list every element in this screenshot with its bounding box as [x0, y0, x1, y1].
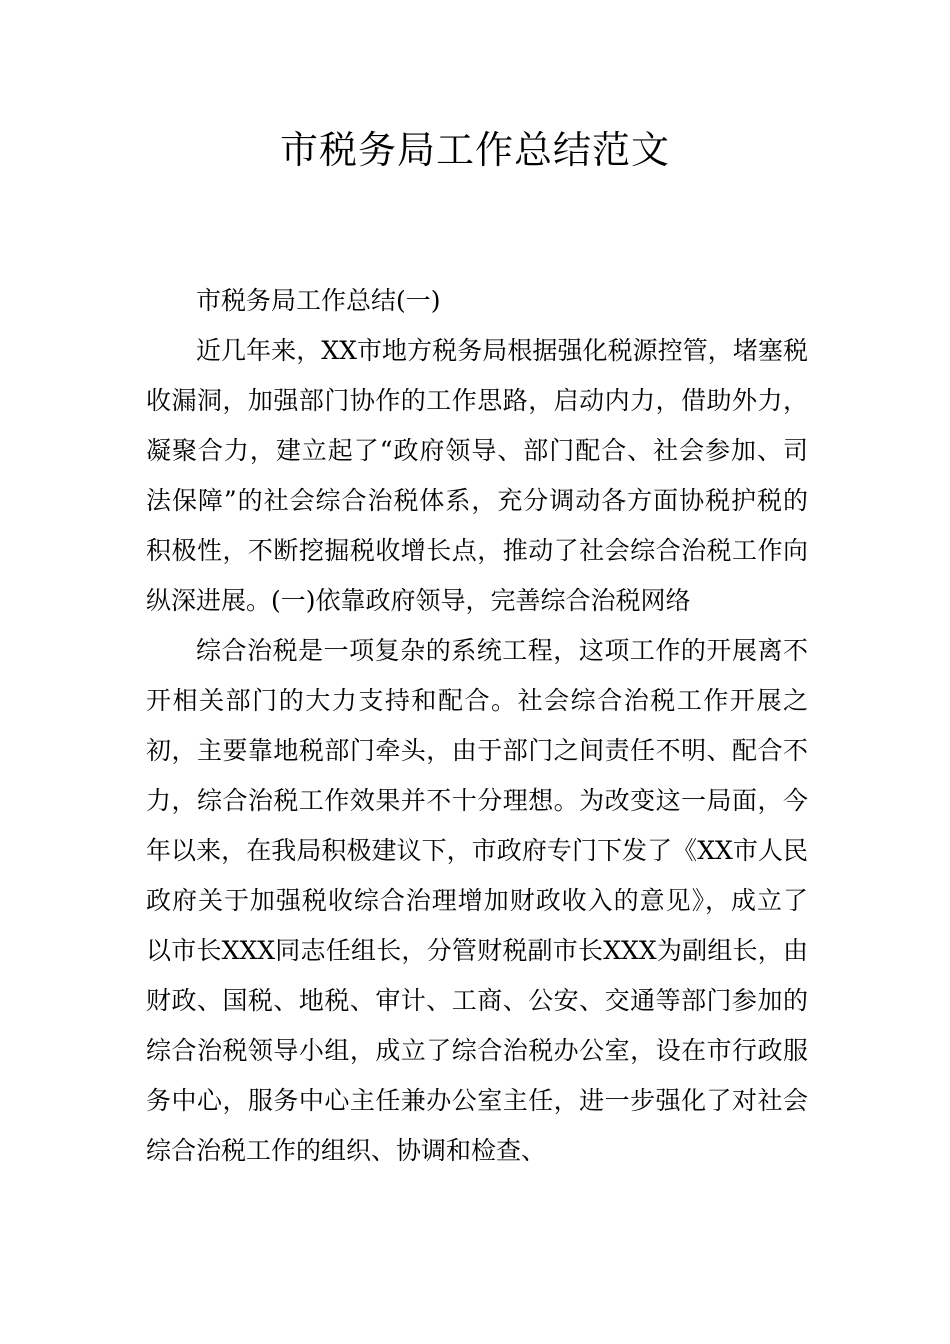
paragraph: 近几年来，XX市地方税务局根据强化税源控管，堵塞税收漏洞，加强部门协作的工作思路，启动内力，借助外力，凝聚合力，建立起了“政府领导、部门配合、社会参加、司法保障”的社会综合治税体系，充分调动各方面协税护税的积极性，不断挖掘税收增长点，推动了社会综合治税工作向纵深进展。(一)依靠政府领导，完善综合治税网络: [146, 336, 808, 615]
section-heading: 市税务局工作总结(一): [196, 286, 441, 315]
document-title: 市税务局工作总结范文: [279, 128, 670, 172]
paragraph: 综合治税是一项复杂的系统工程，这项工作的开展离不开相关部门的大力支持和配合。社会综合治税工作开展之初，主要靠地税部门牵头，由于部门之间责任不明、配合不力，综合治税工作效果并不十分理想。为改变这一局面，今年以来，在我局积极建议下，市政府专门下发了《XX市人民政府关于加强税收综合治理增加财政收入的意见》，成立了以市长XXX同志任组长，分管财税副市长XXX为副组长，由财政、国税、地税、审计、工商、公安、交通等部门参加的综合治税领导小组，成立了综合治税办公室，设在市行政服务中心，服务中心主任兼办公室主任，进一步强化了对社会综合治税工作的组织、协调和检查、: [146, 636, 808, 1165]
document-body: [146, 276, 808, 1176]
